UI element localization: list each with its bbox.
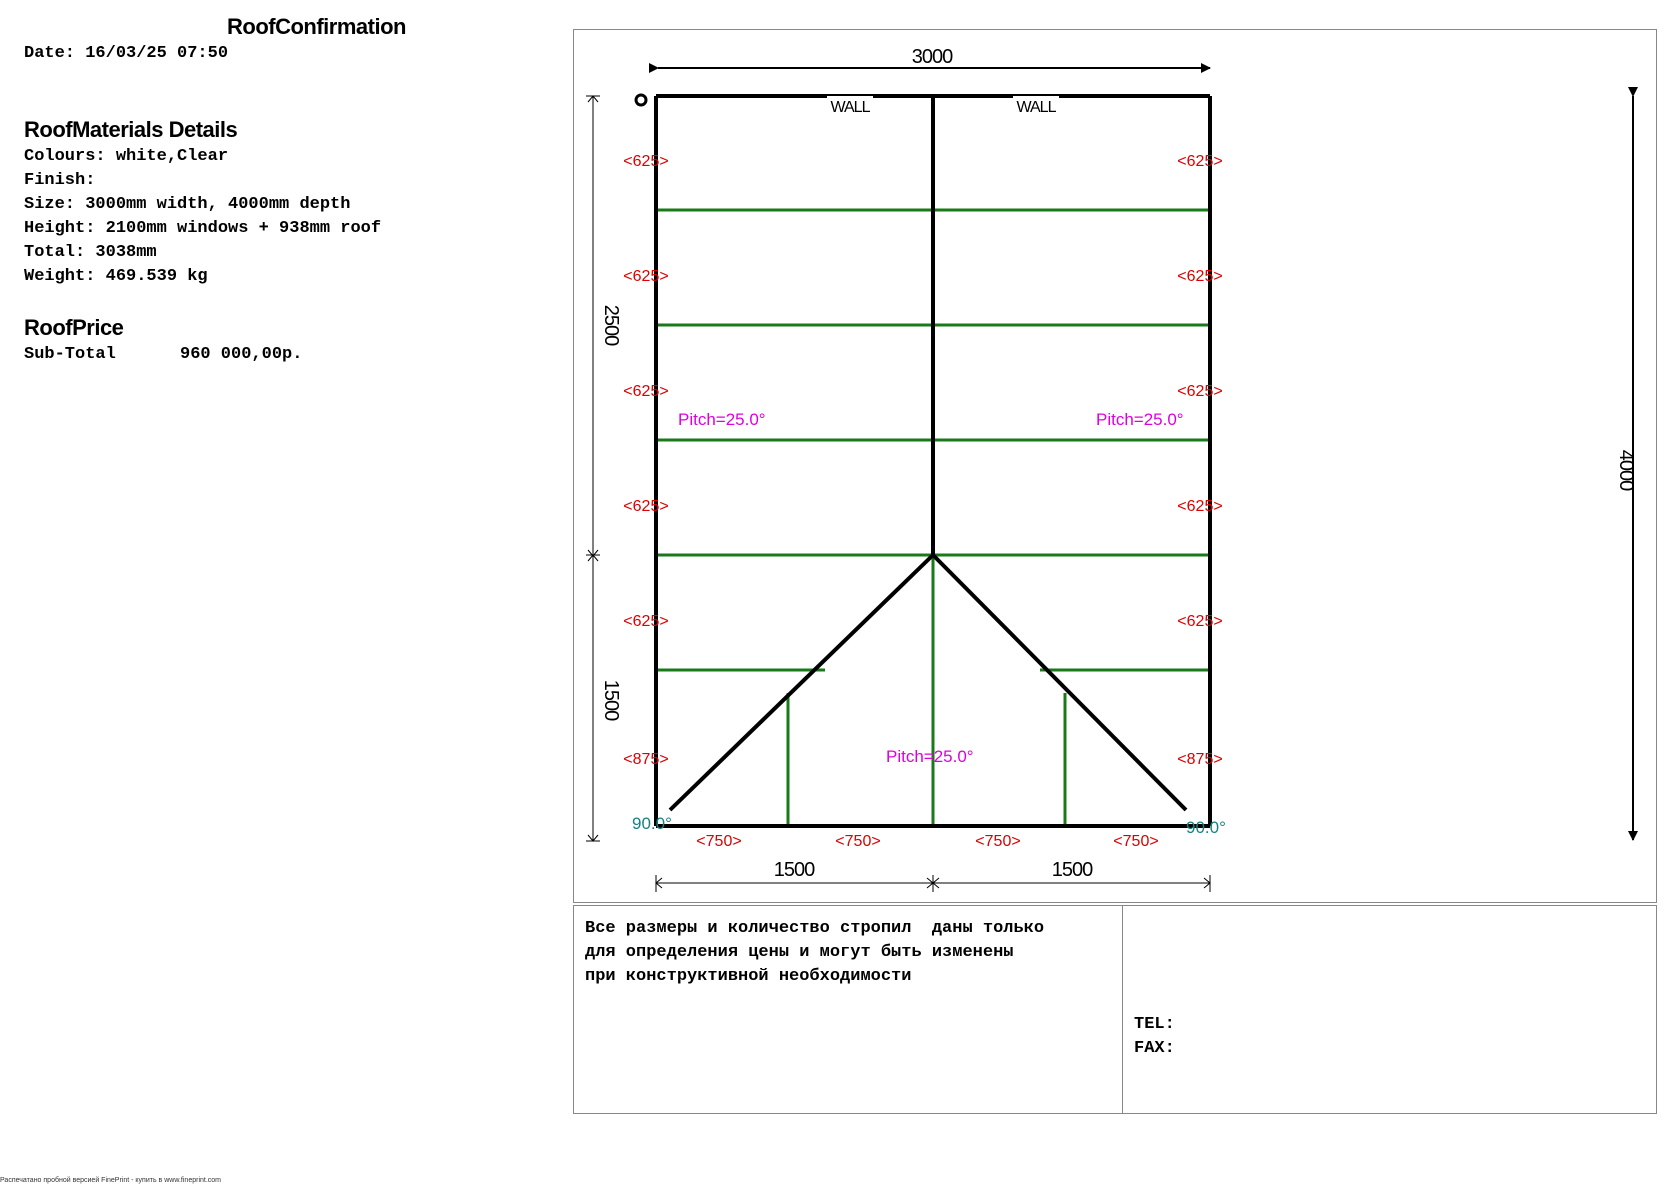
wall-label-left: WALL xyxy=(830,99,870,116)
tel-label: TEL: xyxy=(1134,1015,1175,1034)
spacing-label: <625> xyxy=(623,613,669,630)
right-hip-line xyxy=(933,555,1186,810)
pitch-labels xyxy=(678,410,1184,766)
drawing-frame xyxy=(573,29,1657,903)
subtotal-label: Sub-Total xyxy=(24,345,116,364)
note-frame xyxy=(573,905,1657,1114)
price-heading: RoofPrice xyxy=(24,315,124,340)
origin-marker-icon xyxy=(636,95,646,105)
page-title: RoofConfirmation xyxy=(227,14,406,39)
depth-dimension-label: 4000 xyxy=(1615,449,1637,491)
spacing-label: <750> xyxy=(835,833,881,850)
height-line: Height: 2100mm windows + 938mm roof xyxy=(24,219,382,238)
spacing-label: <625> xyxy=(623,268,669,285)
spacing-label: <625> xyxy=(1177,613,1223,630)
angle-label-left: 90.0° xyxy=(632,814,672,833)
spacing-label: <875> xyxy=(1177,751,1223,768)
spacing-label: <625> xyxy=(1177,383,1223,400)
finish-line: Finish: xyxy=(24,171,96,190)
angle-label-right: 90.0° xyxy=(1186,818,1226,837)
wall-label-right: WALL xyxy=(1016,99,1056,116)
left-upper-dimension-label: 2500 xyxy=(600,304,622,346)
pitch-label-right: Pitch=25.0° xyxy=(1096,410,1184,429)
note-line-1: Все размеры и количество стропил даны только xyxy=(585,919,1045,938)
left-hip-line xyxy=(670,555,933,810)
spacing-label: <625> xyxy=(1177,268,1223,285)
weight-line: Weight: 469.539 kg xyxy=(24,267,208,286)
spacing-label: <625> xyxy=(623,383,669,400)
bottom-right-dimension-label: 1500 xyxy=(1051,859,1093,881)
colours-line: Colours: white,Clear xyxy=(24,147,229,166)
spacing-label: <750> xyxy=(975,833,1021,850)
note-divider xyxy=(1122,906,1123,1113)
spacing-label: <750> xyxy=(1113,833,1159,850)
note-line-2: для определения цены и могут быть изменены xyxy=(585,943,1014,962)
note-line-3: при конструктивной необходимости xyxy=(585,967,912,986)
date-line: Date: 16/03/25 07:50 xyxy=(24,44,229,63)
size-line: Size: 3000mm width, 4000mm depth xyxy=(24,195,351,214)
fax-label: FAX: xyxy=(1134,1039,1175,1058)
pitch-label-center: Pitch=25.0° xyxy=(886,747,974,766)
spacing-label: <625> xyxy=(623,153,669,170)
roof-plan-drawing xyxy=(574,30,1656,902)
width-dimension-label: 3000 xyxy=(911,46,953,68)
spacing-labels xyxy=(623,153,1222,850)
spacing-label: <750> xyxy=(696,833,742,850)
subtotal-value: 960 000,00р. xyxy=(180,345,303,364)
bottom-left-dimension-label: 1500 xyxy=(773,859,815,881)
watermark-text: Распечатано пробной версией FinePrint - купить в www.fineprint.com xyxy=(0,1177,222,1184)
pitch-label-left: Pitch=25.0° xyxy=(678,410,766,429)
spacing-label: <625> xyxy=(623,498,669,515)
materials-heading: RoofMaterials Details xyxy=(24,117,238,142)
total-line: Total: 3038mm xyxy=(24,243,157,262)
spacing-label: <625> xyxy=(1177,498,1223,515)
left-lower-dimension-label: 1500 xyxy=(600,679,622,721)
spacing-label: <625> xyxy=(1177,153,1223,170)
spacing-label: <875> xyxy=(623,751,669,768)
